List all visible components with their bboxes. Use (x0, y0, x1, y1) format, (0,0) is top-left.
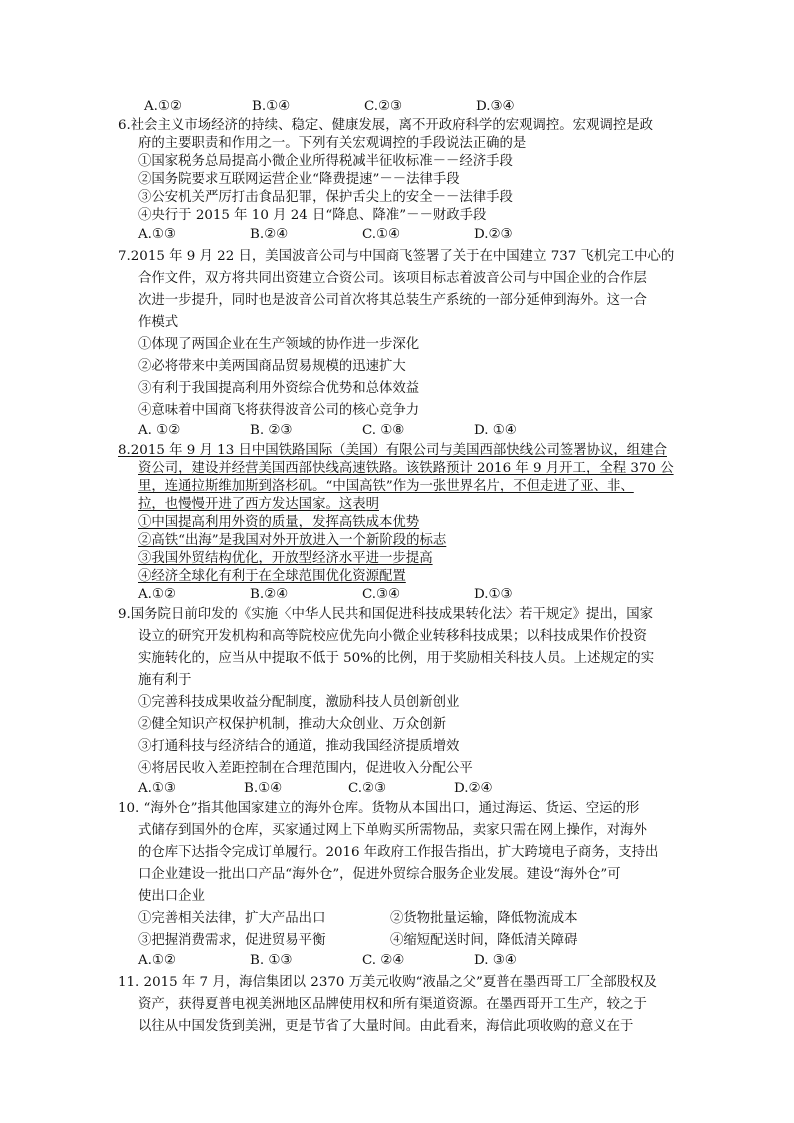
q11-stem-line-2: 资产，获得夏普电视美洲地区品牌使用权和所有渠道资源。在墨西哥开工生产，较之于 (138, 997, 647, 1012)
q8-item-3: ③我国外贸结构优化，开放型经济水平进一步提高 (138, 551, 433, 566)
q8-stem-line-1: 8.2015 年 9 月 13 日中国铁路国际（美国）有限公司与美国西部快线公司签署协议，组建合 (118, 443, 667, 458)
q10-stem-line-1: 10. “海外仓”指其他国家建立的海外仓库。货物从本国出口，通过海运、货运、空运的形 (118, 801, 640, 816)
q6-stem-line-1: 6.社会主义市场经济的持续、稳定、健康发展，离不开政府科学的宏观调控。宏观调控是政 (118, 118, 654, 133)
q9-item-4: ④将居民收入差距控制在合理范围内，促进收入分配公平 (138, 761, 473, 776)
q8-option-b[interactable]: B.②④ (250, 587, 289, 602)
q7-stem-line-4: 作模式 (138, 315, 179, 330)
q9-option-a[interactable]: A.①③ (138, 781, 176, 796)
q5-option-d[interactable]: D.③④ (476, 99, 515, 114)
q10-item-3: ③把握消费需求，促进贸易平衡 (138, 933, 326, 948)
q11-stem-line-1: 11. 2015 年 7 月，海信集团以 2370 万美元收购“液晶之父”夏普在墨西哥工厂全部股权及 (118, 975, 657, 990)
q5-option-a[interactable]: A.①② (144, 99, 182, 114)
q6-option-b[interactable]: B.②④ (250, 227, 289, 242)
q8-option-a[interactable]: A.①② (138, 587, 176, 602)
q10-options (138, 952, 534, 970)
q10-stem-line-3: 的仓库下达指令完成订单履行。2016 年政府工作报告指出，扩大跨境电子商务，支持出 (138, 845, 659, 860)
q9-stem-line-1: 9.国务院日前印发的《实施〈中华人民共和国促进科技成果转化法〉若干规定》提出，国家 (118, 607, 654, 622)
q7-item-4: ④意味着中国商飞将获得波音公司的核心竞争力 (138, 403, 420, 418)
q6-item-4: ④央行于 2015 年 10 月 24 日“降息、降准”－－财政手段 (138, 208, 487, 223)
q10-option-c[interactable]: C. ②④ (362, 953, 405, 968)
q5-option-b[interactable]: B.①④ (252, 99, 291, 114)
q6-item-2: ②国务院要求互联网运营企业“降费提速”－－法律手段 (138, 172, 460, 187)
q8-item-1: ①中国提高利用外资的质量，发挥高铁成本优势 (138, 515, 420, 530)
q6-option-d[interactable]: D.②③ (474, 227, 513, 242)
q7-stem-line-2: 合作文件，双方将共同出资建立合资公司。该项目标志着波音公司与中国企业的合作层 (138, 271, 647, 286)
q10-stem-line-2: 式储存到国外的仓库，买家通过网上下单购买所需物品，卖家只需在网上操作，对海外 (138, 823, 647, 838)
q8-options (138, 586, 534, 604)
q10-stem-line-4: 口企业建设一批出口产品“海外仓”，促进外贸综合服务企业发展。建设“海外仓”可 (138, 867, 621, 882)
q8-item-2: ②高铁“出海”是我国对外开放进入一个新阶段的标志 (138, 533, 447, 548)
q8-stem-line-4: 拉，也慢慢开进了西方发达国家。这表明 (138, 497, 380, 512)
q9-stem-line-3: 实施转化的，应当从中提取不低于 50%的比例，用于奖励相关科技人员。上述规定的实 (138, 651, 655, 666)
q9-option-d[interactable]: D.②④ (454, 781, 493, 796)
q7-item-2: ②必将带来中美两国商品贸易规模的迅速扩大 (138, 359, 406, 374)
q8-stem-line-3: 里，连通拉斯维加斯到洛杉矶。“中国高铁”作为一张世界名片，不但走进了亚、非、 (138, 479, 634, 494)
q5-option-c[interactable]: C.②③ (364, 99, 403, 114)
q10-item-4: ④缩短配送时间，降低清关障碍 (390, 933, 578, 948)
q7-stem-line-1: 7.2015 年 9 月 22 日，美国波音公司与中国商飞签署了关于在中国建立 737 飞机完工中心的 (118, 249, 675, 264)
q7-option-d[interactable]: D. ①④ (474, 423, 517, 438)
q9-option-c[interactable]: C.②③ (348, 781, 387, 796)
q10-option-d[interactable]: D. ③④ (474, 953, 517, 968)
q8-option-d[interactable]: D.①③ (474, 587, 513, 602)
q7-item-3: ③有利于我国提高利用外资综合优势和总体效益 (138, 381, 420, 396)
q7-option-c[interactable]: C. ①⑧ (362, 423, 405, 438)
q7-stem-line-3: 次进一步提升，同时也是波音公司首次将其总装生产系统的一部分延伸到海外。这一合 (138, 293, 647, 308)
q9-item-3: ③打通科技与经济结合的通道，推动我国经济提质增效 (138, 739, 460, 754)
q9-option-b[interactable]: B.①④ (244, 781, 283, 796)
q7-item-1: ①体现了两国企业在生产领域的协作进一步深化 (138, 337, 420, 352)
q6-item-1: ①国家税务总局提高小微企业所得税减半征收标准－－经济手段 (138, 154, 513, 169)
q7-options (138, 422, 534, 440)
q6-options (138, 226, 534, 244)
q10-option-a[interactable]: A.①② (138, 953, 176, 968)
q5-options (144, 98, 536, 116)
q10-item-1: ①完善相关法律，扩大产品出口 (138, 911, 326, 926)
q9-item-1: ①完善科技成果收益分配制度，激励科技人员创新创业 (138, 695, 460, 710)
q8-item-4: ④经济全球化有利于在全球范围优化资源配置 (138, 569, 406, 584)
q9-item-2: ②健全知识产权保护机制，推动大众创业、万众创新 (138, 717, 446, 732)
q8-option-c[interactable]: C.③④ (362, 587, 401, 602)
q9-stem-line-4: 施有利于 (138, 673, 192, 688)
q9-stem-line-2: 设立的研究开发机构和高等院校应优先向小微企业转移科技成果；以科技成果作价投资 (138, 629, 647, 644)
q7-option-a[interactable]: A. ①② (138, 423, 181, 438)
q6-option-a[interactable]: A.①③ (138, 227, 176, 242)
q8-stem-line-2: 资公司，建设并经营美国西部快线高速铁路。该铁路预计 2016 年 9 月开工，全程 370 公 (138, 461, 674, 476)
q9-options (138, 780, 514, 798)
q11-stem-line-3: 以往从中国发货到美洲，更是节省了大量时间。由此看来，海信此项收购的意义在于 (138, 1019, 634, 1034)
q10-stem-line-5: 使出口企业 (138, 889, 205, 904)
q6-stem-line-2: 府的主要职责和作用之一。下列有关宏观调控的手段说法正确的是 (138, 136, 527, 151)
q7-option-b[interactable]: B. ②③ (250, 423, 293, 438)
q6-item-3: ③公安机关严厉打击食品犯罪，保护舌尖上的安全－－法律手段 (138, 190, 513, 205)
q6-option-c[interactable]: C.①④ (362, 227, 401, 242)
q10-item-2: ②货物批量运输，降低物流成本 (390, 911, 578, 926)
q10-option-b[interactable]: B. ①③ (250, 953, 293, 968)
